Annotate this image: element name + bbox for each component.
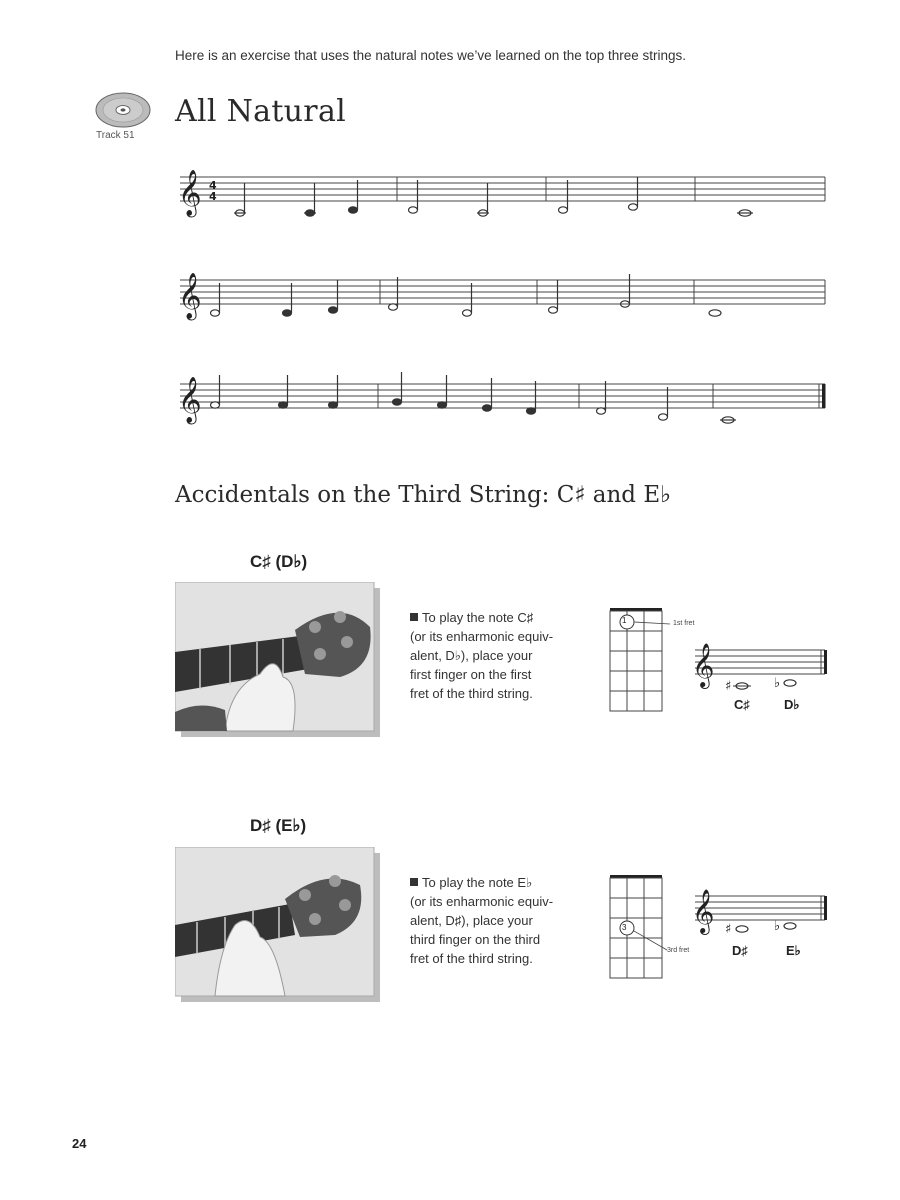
note-label: D♯ bbox=[732, 943, 748, 958]
notation-c-sharp bbox=[690, 640, 830, 695]
track-label: Track 51 bbox=[96, 130, 135, 141]
desc-c-sharp bbox=[410, 608, 553, 703]
music-staff-1 bbox=[175, 165, 830, 225]
note-label: D♭ bbox=[784, 697, 800, 712]
svg-text:𝄞: 𝄞 bbox=[692, 643, 715, 687]
svg-text:4: 4 bbox=[209, 179, 217, 192]
section-title-all-natural: All Natural bbox=[175, 94, 347, 129]
desc-line: To play the note E♭ bbox=[422, 875, 533, 890]
desc-line: alent, D♯), place your bbox=[410, 913, 533, 928]
desc-line: third finger on the third bbox=[410, 932, 541, 947]
desc-line: fret of the third string. bbox=[410, 951, 533, 966]
svg-text:♭: ♭ bbox=[774, 919, 781, 934]
desc-line: (or its enharmonic equiv- bbox=[410, 629, 554, 644]
ukulele-photo-d-sharp bbox=[175, 847, 380, 1002]
finger-number: 1 bbox=[622, 616, 627, 625]
chord-title-d-sharp: D♯ (E♭) bbox=[250, 816, 307, 835]
note-label: C♯ bbox=[734, 697, 750, 712]
desc-d-sharp bbox=[410, 873, 553, 968]
svg-text:𝄞: 𝄞 bbox=[692, 889, 715, 933]
desc-line: first finger on the first bbox=[410, 667, 532, 682]
svg-text:𝄞: 𝄞 bbox=[178, 273, 202, 319]
section-title-accidentals: Accidentals on the Third String: C♯ and E♭ bbox=[175, 482, 671, 508]
svg-text:♯: ♯ bbox=[725, 679, 732, 694]
svg-text:𝄞: 𝄞 bbox=[178, 170, 202, 216]
svg-text:♭: ♭ bbox=[774, 676, 781, 691]
music-staff-3 bbox=[175, 372, 830, 432]
chord-title-c-sharp: C♯ (D♭) bbox=[250, 552, 308, 571]
fret-label: 3rd fret bbox=[667, 947, 690, 954]
svg-text:4: 4 bbox=[209, 190, 217, 203]
note-label: E♭ bbox=[786, 943, 801, 958]
desc-line: alent, D♭), place your bbox=[410, 648, 533, 663]
page-number: 24 bbox=[72, 1136, 87, 1151]
desc-line: To play the note C♯ bbox=[422, 610, 534, 625]
desc-line: fret of the third string. bbox=[410, 686, 533, 701]
fret-label: 1st fret bbox=[673, 620, 695, 627]
svg-text:♯: ♯ bbox=[725, 922, 732, 937]
notation-d-sharp bbox=[690, 886, 830, 941]
svg-text:𝄞: 𝄞 bbox=[178, 377, 202, 423]
desc-line: (or its enharmonic equiv- bbox=[410, 894, 554, 909]
bullet-square-icon bbox=[410, 613, 418, 621]
music-staff-2 bbox=[175, 268, 830, 328]
bullet-square-icon bbox=[410, 878, 418, 886]
ukulele-photo-c-sharp bbox=[175, 582, 380, 737]
finger-number: 3 bbox=[622, 923, 627, 932]
intro-text: Here is an exercise that uses the natural notes we’ve learned on the top three strings. bbox=[175, 48, 687, 63]
